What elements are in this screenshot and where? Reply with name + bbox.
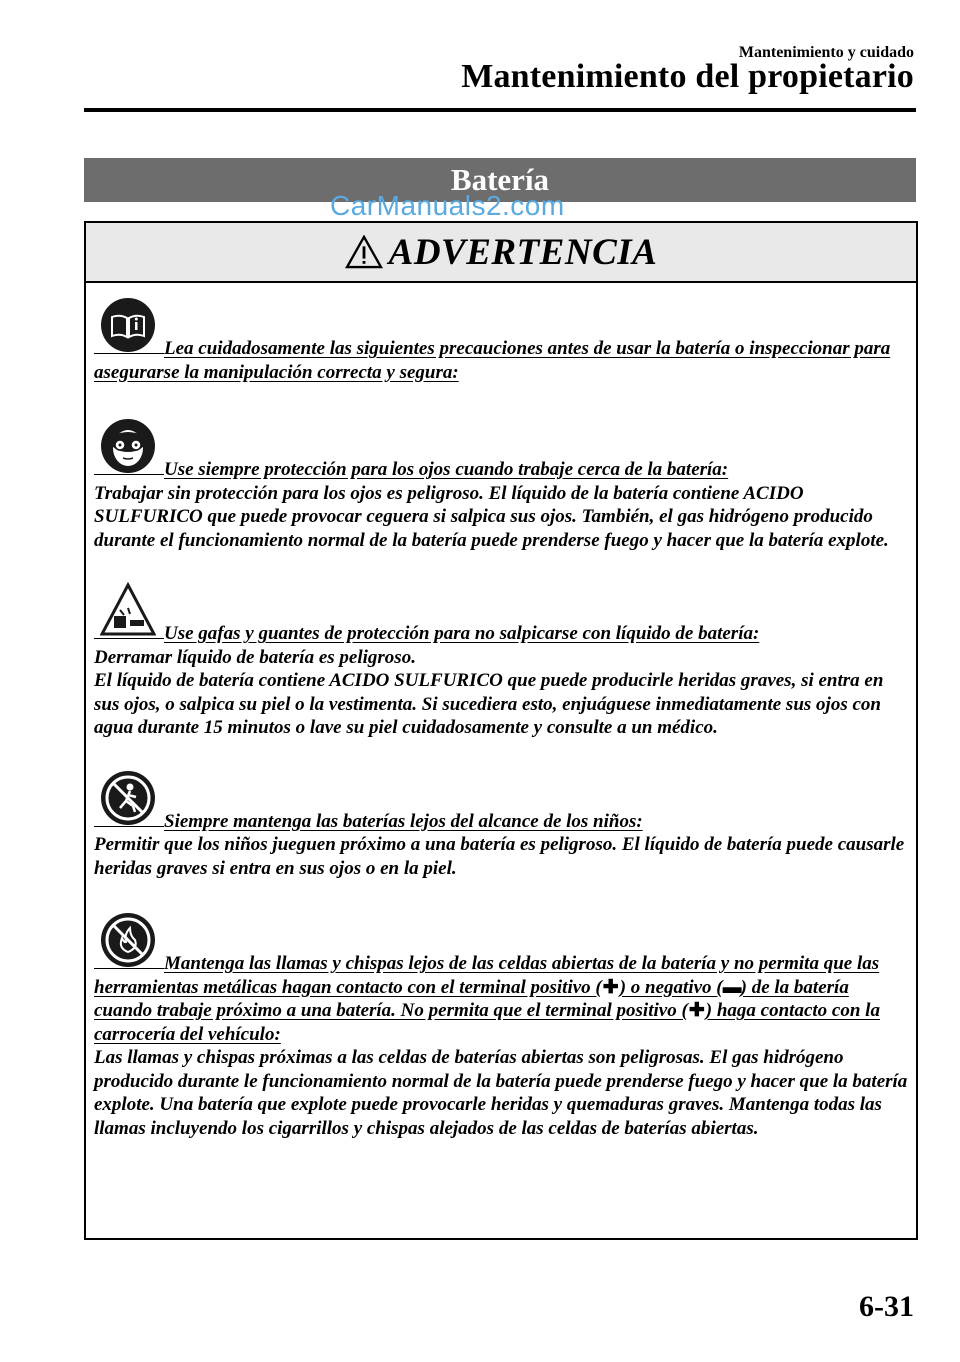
- header-rule: [84, 108, 916, 112]
- plus-icon: ✚: [602, 976, 619, 998]
- corrosive-warning-icon: [100, 582, 156, 638]
- warning-triangle-icon: [345, 235, 383, 269]
- keep-away-children-icon: [100, 770, 156, 826]
- warning-box: [84, 221, 918, 1240]
- warning-item: [94, 418, 908, 552]
- no-flames-icon: [100, 912, 156, 968]
- warning-item-heading: Siempre mantenga las baterías lejos del alcance de los niños:: [164, 810, 643, 832]
- warning-body: [86, 283, 916, 1140]
- watermark: CarManuals2.com: [330, 190, 565, 221]
- warning-item-body: Las llamas y chispas próximas a las celdas de baterías abiertas son peligrosas. El gas hidrógeno producido durante le funcionamiento normal de la batería puede prenderse fuego y hacer que la batería explote. Una batería que explote puede provocarle heridas y quemaduras graves. Mantenga todas las llamas incluyendo los cigarrillos y chispas alejados de las celdas de baterías abiertas.: [94, 1047, 908, 1139]
- manual-book-icon: [100, 297, 156, 353]
- warning-item: [94, 770, 908, 881]
- warning-item-heading: Lea cuidadosamente las siguientes precauciones antes de usar la batería o inspeccionar para asegurarse la manipulación correcta y segura:: [94, 338, 891, 383]
- plus-icon: ✚: [688, 1000, 705, 1021]
- page-number: 6-31: [859, 1290, 914, 1323]
- warning-item-body: Permitir que los niños jueguen próximo a una batería es peligroso. El líquido de batería puede causarle heridas graves si entra en sus ojos o en la piel.: [94, 834, 905, 879]
- warning-item: [94, 912, 908, 1140]
- warning-item-body-line: Derramar líquido de batería es peligroso.: [94, 646, 416, 668]
- warning-item: [94, 297, 908, 384]
- warning-item-heading: Mantenga las llamas y chispas lejos de las celdas abiertas de la batería y no permita que las herramientas metálicas hagan contacto con el terminal positivo (✚) o negativo (▬) de la batería cuando trabaje próximo a una batería. No permita que el terminal positivo (✚) haga contacto con la carrocería del vehículo:: [94, 953, 880, 1045]
- warning-item-heading: Use siempre protección para los ojos cuando trabaje cerca de la batería:: [164, 459, 729, 480]
- warning-header: [86, 223, 916, 283]
- section-header: Mantenimiento del propietario: [461, 58, 914, 95]
- warning-item-body: Trabajar sin protección para los ojos es peligroso. El líquido de la batería contiene ACIDO SULFURICO que puede provocar ceguera si salpica sus ojos. También, el gas hidrógeno producido durante el funcionamiento normal de la batería puede prenderse fuego y hacer que la batería explote.: [94, 482, 889, 551]
- eye-protection-icon: [100, 418, 156, 474]
- section-title-bar: Batería: [84, 158, 916, 202]
- chapter-header: Mantenimiento y cuidado: [738, 44, 914, 61]
- warning-title: ADVERTENCIA: [388, 231, 658, 273]
- warning-item-body-line: El líquido de batería contiene ACIDO SULFURICO que puede producirle heridas graves, si entra en sus ojos, o salpica su piel o la vestimenta. Si sucediera esto, enjuáguese inmediatamente sus ojos con agua durante 15 minutos o lave su piel cuidadosamente y consulte a un médico.: [94, 670, 884, 738]
- warning-item: [94, 582, 908, 740]
- minus-icon: ▬: [722, 976, 742, 998]
- warning-item-heading: Use gafas y guantes de protección para no salpicarse con líquido de batería:: [164, 623, 760, 644]
